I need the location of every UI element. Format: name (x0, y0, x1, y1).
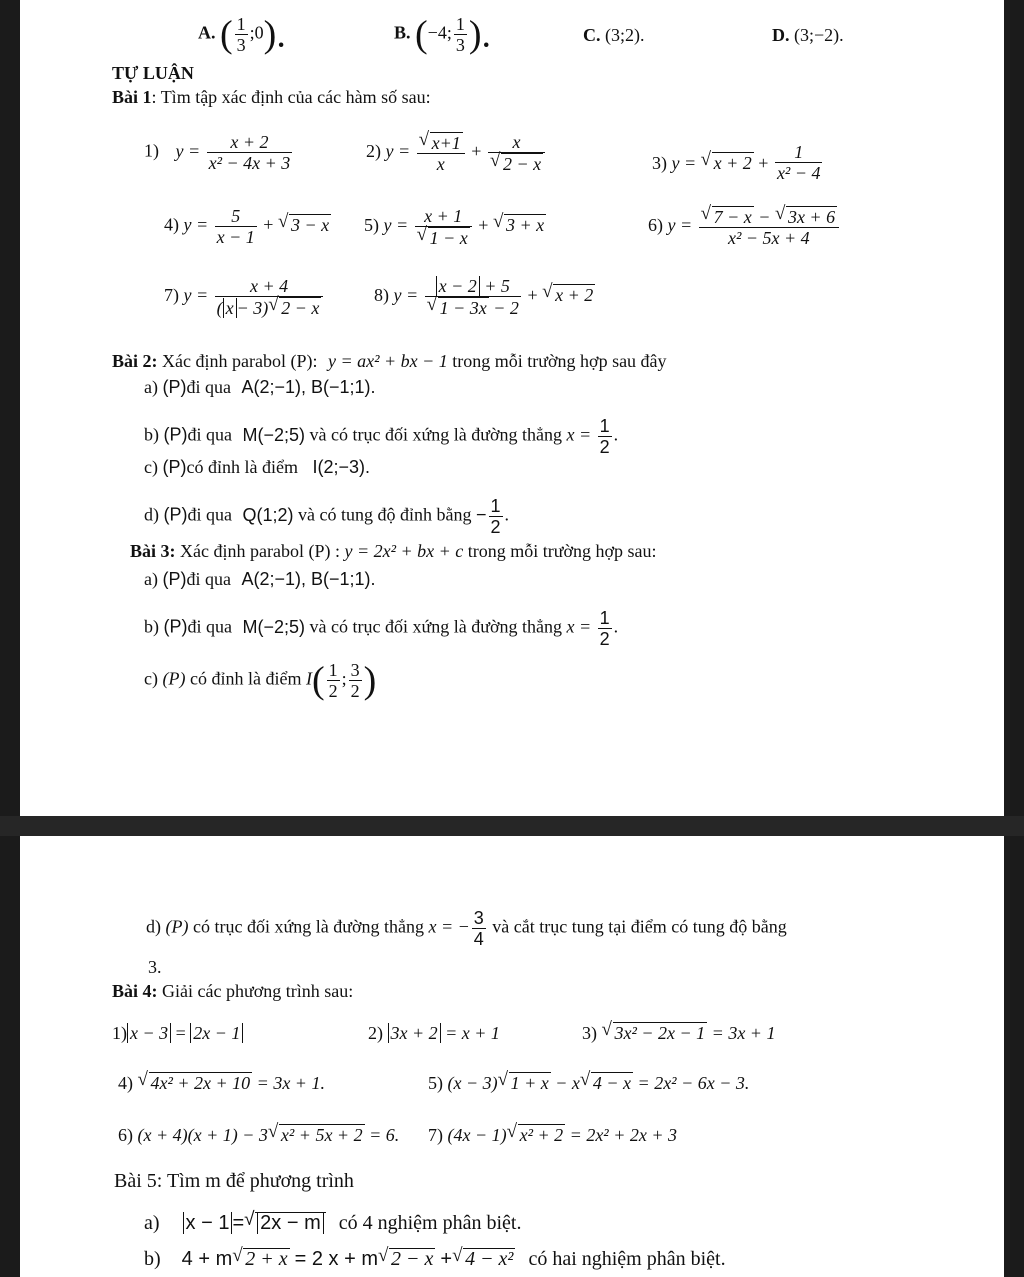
parabol-p: (P) (163, 616, 188, 637)
item-den (415, 227, 472, 248)
abs: x (223, 298, 237, 318)
option-b-paren: ( (415, 13, 428, 56)
term: = 2 x + m (294, 1248, 378, 1270)
bai1-item-2 (366, 132, 547, 174)
document-page-2 (20, 836, 1004, 1277)
axis-lhs: x = (566, 616, 592, 637)
point: M(−2;5) (242, 616, 306, 637)
sqrt: √ 1 − 3x (438, 297, 489, 318)
den-part: − 2 (493, 298, 519, 318)
rhs: = 6. (369, 1125, 400, 1145)
item-label: a) (144, 1212, 160, 1234)
bai1-item-8 (374, 276, 595, 318)
option-a-paren: ( (220, 13, 233, 56)
option-c-value: (3;2). (605, 25, 645, 45)
sqrt: √ x² + 5x + 2 (279, 1124, 365, 1145)
bai1-item-3 (652, 142, 824, 183)
rhs: = 2x² − 6x − 3. (637, 1073, 750, 1093)
bai2-text2: trong mỗi trường hợp sau đây (452, 351, 667, 371)
option-a-num: 1 (236, 14, 246, 34)
bai3-title: Bài 3: (130, 541, 176, 561)
item-text: đi qua (187, 616, 232, 637)
bai2-heading (112, 350, 667, 372)
item-fraction (775, 142, 823, 183)
vertex-fraction (489, 496, 503, 537)
option-c-label: C. (583, 25, 601, 45)
den-part: ( (216, 298, 223, 318)
bai4-heading (112, 980, 353, 1002)
abs: x − 2 (436, 276, 480, 296)
abs: x − 3 (127, 1023, 171, 1043)
parabol-p: (P) (163, 424, 188, 445)
frac-den: 2 (599, 629, 610, 649)
bai1-text: : Tìm tập xác định của các hàm số sau: (151, 87, 431, 107)
item-den: x² − 4 (776, 163, 821, 183)
parabol-p: (P) (162, 569, 187, 589)
item-fraction (425, 276, 521, 318)
item-num (425, 276, 521, 297)
plus: + (471, 141, 482, 162)
sqrt: √ 3x + 6 (786, 206, 837, 227)
vertex-y-fraction (349, 660, 362, 701)
option-a-label: A. (198, 22, 216, 43)
item-num: 1 (775, 142, 823, 163)
item-num (417, 132, 465, 154)
frac-den: 2 (328, 681, 338, 701)
item-label: c) (144, 668, 158, 689)
item-den (215, 297, 324, 318)
bai3-equation: y = 2x² + bx + c (344, 541, 464, 561)
bai3-d (146, 908, 787, 949)
option-b-fraction (454, 14, 467, 55)
term: 4 + m (181, 1248, 233, 1270)
item-den (488, 153, 545, 174)
abs: 2x − 1 (190, 1023, 243, 1043)
term: (4x − 1) (447, 1125, 507, 1145)
sqrt: √ 7 − x (712, 206, 754, 227)
item-label: c) (144, 457, 158, 477)
option-b-label: B. (394, 22, 411, 43)
plus: + (263, 214, 274, 235)
item-text: có đỉnh là điểm (186, 457, 298, 477)
item-label: 4) (118, 1073, 133, 1093)
item-label: a) (144, 569, 158, 589)
item-lhs: y = (183, 285, 209, 306)
item-label: 6) (118, 1125, 133, 1145)
period: . (504, 504, 510, 525)
item-fraction-2 (488, 132, 545, 174)
den-part: − 3) (236, 298, 269, 318)
point: M(−2;5) (242, 424, 306, 445)
rhs: = 3x + 1 (711, 1023, 776, 1043)
item-fraction (415, 206, 472, 248)
frac-num: 3 (473, 908, 484, 928)
period: . (613, 616, 619, 637)
option-d-label: D. (772, 25, 790, 45)
separator: ; (341, 668, 347, 689)
item-label: b) (144, 424, 159, 445)
item-text: đi qua (187, 424, 232, 445)
item-label: d) (144, 504, 159, 525)
item-lhs: y = (183, 214, 209, 235)
item-label: 2) (368, 1023, 383, 1043)
frac-num: 1 (328, 660, 338, 680)
item-text2: và có trục đối xứng là đường thẳng (309, 424, 563, 445)
frac-num: 1 (599, 608, 610, 628)
bai1-item-6 (648, 206, 841, 248)
bai2-a (144, 376, 376, 398)
frac-den: 2 (350, 681, 360, 701)
item-label: 3) (652, 153, 667, 173)
axis-lhs: x = (566, 424, 592, 445)
item-label: 1) (144, 140, 159, 161)
minus: − (758, 207, 771, 227)
item-fraction (215, 276, 324, 318)
item-num (699, 206, 839, 228)
axis-fraction (598, 608, 612, 649)
minus: − (476, 504, 487, 525)
bai3-heading (130, 540, 657, 562)
bai1-heading (112, 86, 431, 108)
option-a-rest: ;0 (249, 22, 264, 43)
sqrt: √ x+1 (430, 132, 463, 153)
item-label: b) (144, 1248, 161, 1270)
bai2-equation: y = ax² + bx − 1 (327, 351, 448, 371)
item-num: x + 1 (415, 206, 472, 227)
option-c (583, 24, 645, 46)
bai3-b (144, 608, 618, 649)
sqrt: √ 2 − x (279, 297, 321, 318)
item-label: 7) (428, 1125, 443, 1145)
bai1-item-4 (164, 206, 331, 247)
item-fraction (417, 132, 465, 174)
bai5-a (144, 1212, 521, 1234)
bai3-a (144, 568, 376, 590)
item-label: d) (146, 916, 161, 937)
section-tu-luan: TỰ LUẬN (112, 63, 194, 83)
item-label: 2) (366, 141, 381, 162)
item-label: 3) (582, 1023, 597, 1043)
option-b-num: 1 (455, 14, 465, 34)
item-den: x (436, 154, 445, 174)
item-label: 6) (648, 215, 663, 236)
item-den: x² − 4x + 3 (208, 153, 291, 173)
item-label: 1) (112, 1023, 127, 1043)
term: − x (555, 1073, 580, 1093)
bai1-title: Bài 1 (112, 87, 152, 107)
frac-den: 4 (473, 929, 484, 949)
bai4-title: Bài 4: (112, 981, 158, 1001)
bai2-c (144, 456, 370, 478)
item-lhs: y = (671, 153, 697, 173)
item-fraction (699, 206, 839, 248)
option-d-value: (3;−2). (794, 25, 844, 45)
option-b (394, 14, 491, 55)
item-text: đi qua (186, 377, 231, 397)
option-a-close: ). (263, 13, 286, 56)
item-num: x + 2 (207, 132, 293, 153)
item-num: x + 4 (215, 276, 324, 297)
frac-num: 1 (599, 416, 610, 436)
bai2-b (144, 416, 618, 457)
points: A(2;−1), B(−1;1). (241, 377, 376, 397)
item-label: 5) (364, 215, 379, 236)
item-text2: và có trục đối xứng là đường thẳng (309, 616, 563, 637)
sqrt: √ x² + 2 (518, 1124, 566, 1145)
point: Q(1;2) (242, 504, 294, 525)
option-b-close: ). (468, 13, 491, 56)
bai2-text: Xác định parabol (P): (162, 351, 318, 371)
item-label: 8) (374, 285, 389, 306)
bai5-heading: Bài 5: Tìm m để phương trình (114, 1170, 354, 1192)
rhs: = 3x + 1. (256, 1073, 325, 1093)
item-lhs: y = (667, 215, 693, 236)
parabol-p: (P) (162, 668, 186, 689)
item-text: có đỉnh là điểm (189, 668, 302, 689)
axis-lhs: x = − (428, 916, 470, 937)
item-text: đi qua (186, 569, 231, 589)
plus: + (478, 215, 489, 236)
item-text2: và có tung độ đỉnh bằng (298, 504, 472, 525)
sqrt: √ 2 − x (389, 1248, 435, 1269)
item-label: 5) (428, 1073, 443, 1093)
item-label: a) (144, 377, 158, 397)
equals: = (232, 1212, 245, 1234)
plus: + (440, 1248, 453, 1270)
sqrt: √ 1 − x (428, 227, 470, 248)
frac-den: 2 (490, 517, 501, 537)
sqrt: √ 3 + x (504, 214, 546, 235)
item-den: x − 1 (216, 227, 255, 247)
option-a-den: 3 (236, 35, 246, 55)
item-lhs: y = (393, 285, 419, 306)
item-den: x² − 5x + 4 (728, 228, 810, 248)
bai5-b (144, 1248, 726, 1270)
item-fraction (215, 206, 257, 247)
abs: 3x + 2 (388, 1023, 441, 1043)
points: A(2;−1), B(−1;1). (241, 569, 376, 589)
abs: 2x − m (257, 1212, 324, 1234)
item-label: 4) (164, 214, 179, 235)
frac-den: 2 (599, 437, 610, 457)
bai4-text: Giải các phương trình sau: (162, 981, 354, 1001)
item-text: đi qua (187, 504, 232, 525)
sqrt: √ 2 + x (243, 1248, 289, 1269)
axis-fraction (472, 908, 486, 949)
bai1-item-1 (144, 132, 294, 173)
sqrt (255, 1212, 326, 1233)
bai3-c: c) (P) có đỉnh là điểm I( $\frac{1}{2}$ ; $\frac{3}{2}$ ) (144, 659, 377, 702)
item-num: 5 (215, 206, 257, 227)
bai1-item-7 (164, 276, 325, 318)
document-page-1 (20, 0, 1004, 816)
item-den (425, 297, 521, 318)
option-a (198, 14, 286, 55)
sqrt: √ x + 2 (553, 284, 595, 305)
term: (x − 3) (447, 1073, 498, 1093)
bai3-d-continuation: 3. (148, 957, 162, 977)
rhs: = x + 1 (445, 1023, 500, 1043)
num-part: + 5 (484, 276, 510, 296)
sqrt: √ x + 2 (712, 152, 754, 173)
option-b-den: 3 (455, 35, 465, 55)
bai4-eq-4 (118, 1072, 325, 1094)
item-label: b) (144, 616, 159, 637)
item-text: có 4 nghiệm phân biệt. (338, 1212, 522, 1234)
item-lhs: y = (383, 215, 409, 236)
item-num: x (488, 132, 545, 153)
page-gap (0, 816, 1024, 836)
parabol-p: (P) (163, 504, 188, 525)
parabol-p: (P) (162, 457, 187, 477)
plus: + (527, 285, 538, 306)
option-a-fraction (235, 14, 248, 55)
equals: = (175, 1023, 186, 1043)
vertex-x-fraction (327, 660, 340, 701)
bai4-eq-2 (368, 1022, 500, 1044)
abs: x − 1 (183, 1212, 233, 1234)
point: I(2;−3). (312, 457, 370, 477)
bai3-text: Xác định parabol (P) : (180, 541, 340, 561)
sqrt: √ 4 − x (591, 1072, 633, 1093)
frac-num: 3 (350, 660, 360, 680)
sqrt: √ 4x² + 2x + 10 (149, 1072, 253, 1093)
item-label: 7) (164, 285, 179, 306)
rhs: = 2x² + 2x + 3 (569, 1125, 677, 1145)
parabol-p: (P) (162, 377, 187, 397)
item-text: có trục đối xứng là đường thẳng (192, 916, 424, 937)
bai2-d (144, 496, 509, 537)
item-fraction (207, 132, 293, 173)
item-text2: và cắt trục tung tại điểm có tung độ bằng (492, 916, 787, 937)
item-text: có hai nghiệm phân biệt. (528, 1248, 726, 1270)
point-i: I (305, 668, 312, 689)
option-b-pre: −4; (427, 22, 452, 43)
axis-fraction (598, 416, 612, 457)
bai3-text2: trong mỗi trường hợp sau: (467, 541, 657, 561)
term: (x + 4)(x + 1) − 3 (137, 1125, 268, 1145)
bai4-eq-1 (112, 1022, 243, 1044)
bai4-eq-6 (118, 1124, 399, 1146)
bai4-eq-5 (428, 1072, 749, 1094)
bai1-item-5 (364, 206, 546, 248)
frac-num: 1 (490, 496, 501, 516)
option-d (772, 24, 844, 46)
parabol-p: (P) (165, 916, 189, 937)
item-lhs: y = (175, 140, 201, 161)
sqrt: √ 2 − x (501, 153, 543, 174)
period: . (613, 424, 619, 445)
plus: + (758, 153, 769, 173)
bai4-eq-7 (428, 1124, 677, 1146)
sqrt: √ 3 − x (289, 214, 331, 235)
sqrt: √ 1 + x (509, 1072, 551, 1093)
bai4-eq-3 (582, 1022, 775, 1044)
sqrt: √ 4 − x² (463, 1248, 515, 1269)
item-lhs: y = (385, 141, 411, 162)
bai2-title: Bài 2: (112, 351, 158, 371)
sqrt: √ 3x² − 2x − 1 (613, 1022, 708, 1043)
